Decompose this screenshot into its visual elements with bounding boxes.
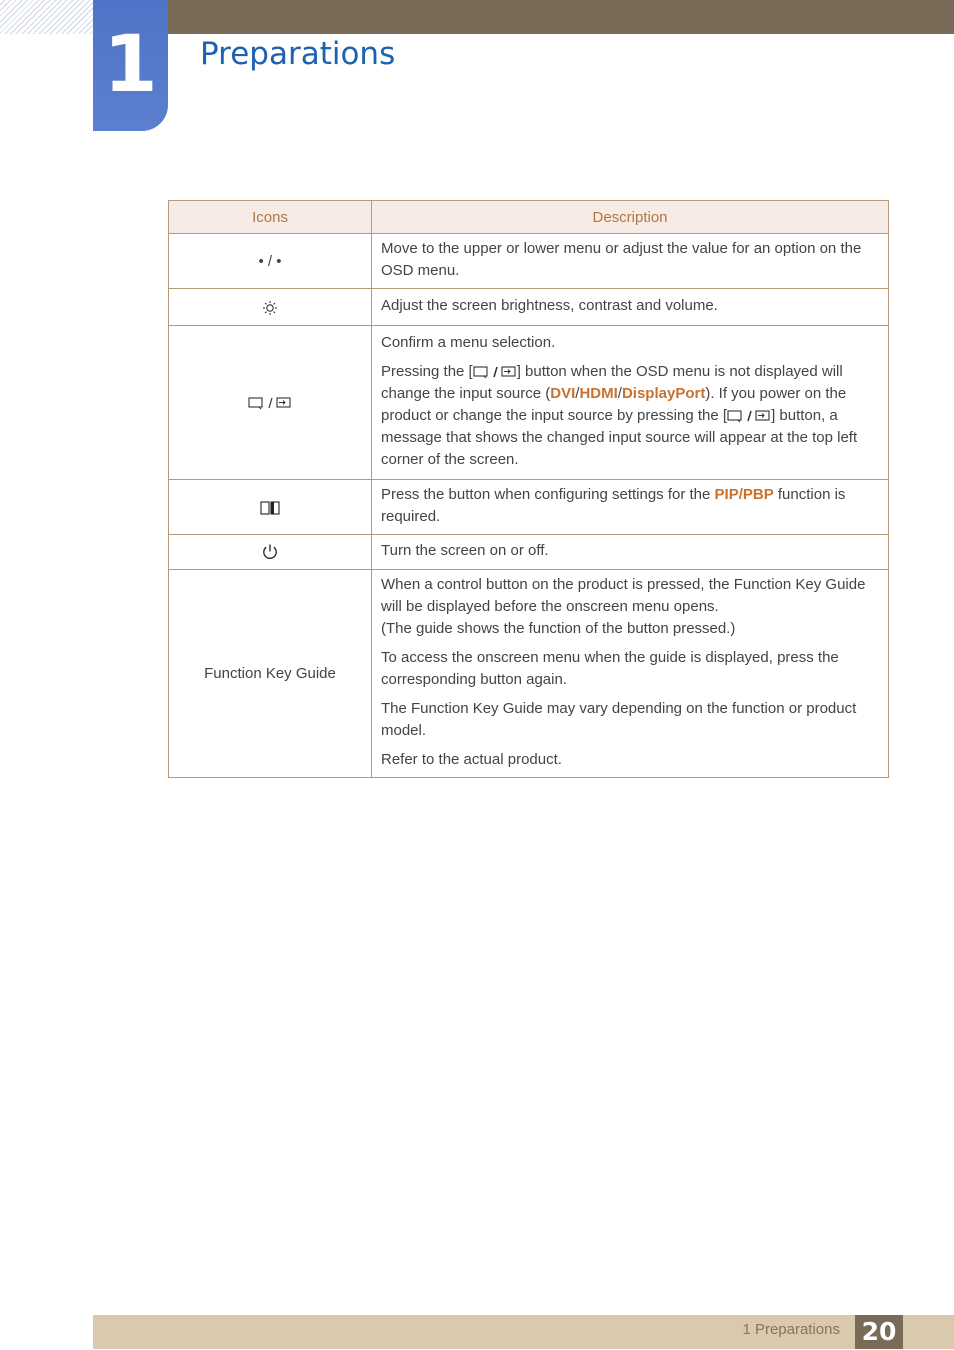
updown-icon-cell [169,234,372,289]
text-segment: (The guide shows the function of the button pressed.) [381,620,736,637]
text-segment: When a control button on the product is pressed, the Function Key Guide will be displayed before the onscreen menu opens. [381,576,866,615]
description-column-header: Description [372,201,889,234]
text-segment: ] button, a message that shows the changed input source will appear at the top left corner of the screen. [381,407,858,468]
power-description [372,535,889,570]
pip-icon-cell [169,480,372,535]
brightness-description [372,289,889,326]
description-text [381,574,880,640]
hdmi-label: HDMI [579,385,618,402]
text-segment: Pressing the [ [381,363,473,380]
pip-description [372,480,889,535]
description-text: Confirm a menu selection. [381,334,556,351]
power-icon [261,543,279,561]
source-enter-icon [248,396,292,410]
description-text: Refer to the actual product. [381,751,562,768]
description-text: Adjust the screen brightness, contrast and volume. [381,297,718,314]
table-row [169,480,889,535]
table-row [169,326,889,480]
description-text: Move to the upper or lower menu or adjust the value for an option on the OSD menu. [381,240,862,279]
table-header-row [169,201,889,234]
text-segment: function is required. [381,486,846,525]
brightness-icon-cell [169,289,372,326]
source-enter-icon [473,365,517,379]
function-key-guide-label: Function Key Guide [204,665,336,682]
chapter-number-tab: 1 [93,0,168,131]
text-segment: ). If you power on the product or change the input source by pressing the [ [381,385,847,424]
pip-icon [260,501,280,515]
text-segment: / [617,385,622,402]
source-enter-icon [727,409,771,423]
pip-pbp-label: PIP/PBP [714,486,774,503]
icons-column-header: Icons [169,201,372,234]
top-header-bar [168,0,954,34]
icons-description-table [168,200,889,778]
page-number: 20 [855,1315,903,1349]
text-segment: Press the button when configuring settings for the [381,486,715,503]
function-key-description [372,570,889,778]
table-row [169,289,889,326]
page-title: Preparations [200,36,396,72]
text-segment: ] button when the OSD menu is not displayed will change the input source ( [381,363,843,402]
function-key-label-cell [169,570,372,778]
dvi-label: DVI [550,385,576,402]
source-icon-cell [169,326,372,480]
brightness-icon [262,300,278,316]
description-text: To access the onscreen menu when the guide is displayed, press the corresponding button again. [381,649,839,688]
description-text [381,484,880,528]
footer-section-label: 1 Preparations [742,1321,840,1338]
description-text: Turn the screen on or off. [381,542,549,559]
source-description [372,326,889,480]
updown-description [372,234,889,289]
updown-icon: • / • [258,252,282,270]
description-text [381,361,880,471]
table-row [169,234,889,289]
table-row [169,535,889,570]
corner-hatch-decoration [0,0,93,34]
power-icon-cell [169,535,372,570]
displayport-label: DisplayPort [621,385,706,402]
table-row [169,570,889,778]
description-text: The Function Key Guide may vary depending on the function or product model. [381,700,857,739]
text-segment: / [575,385,580,402]
